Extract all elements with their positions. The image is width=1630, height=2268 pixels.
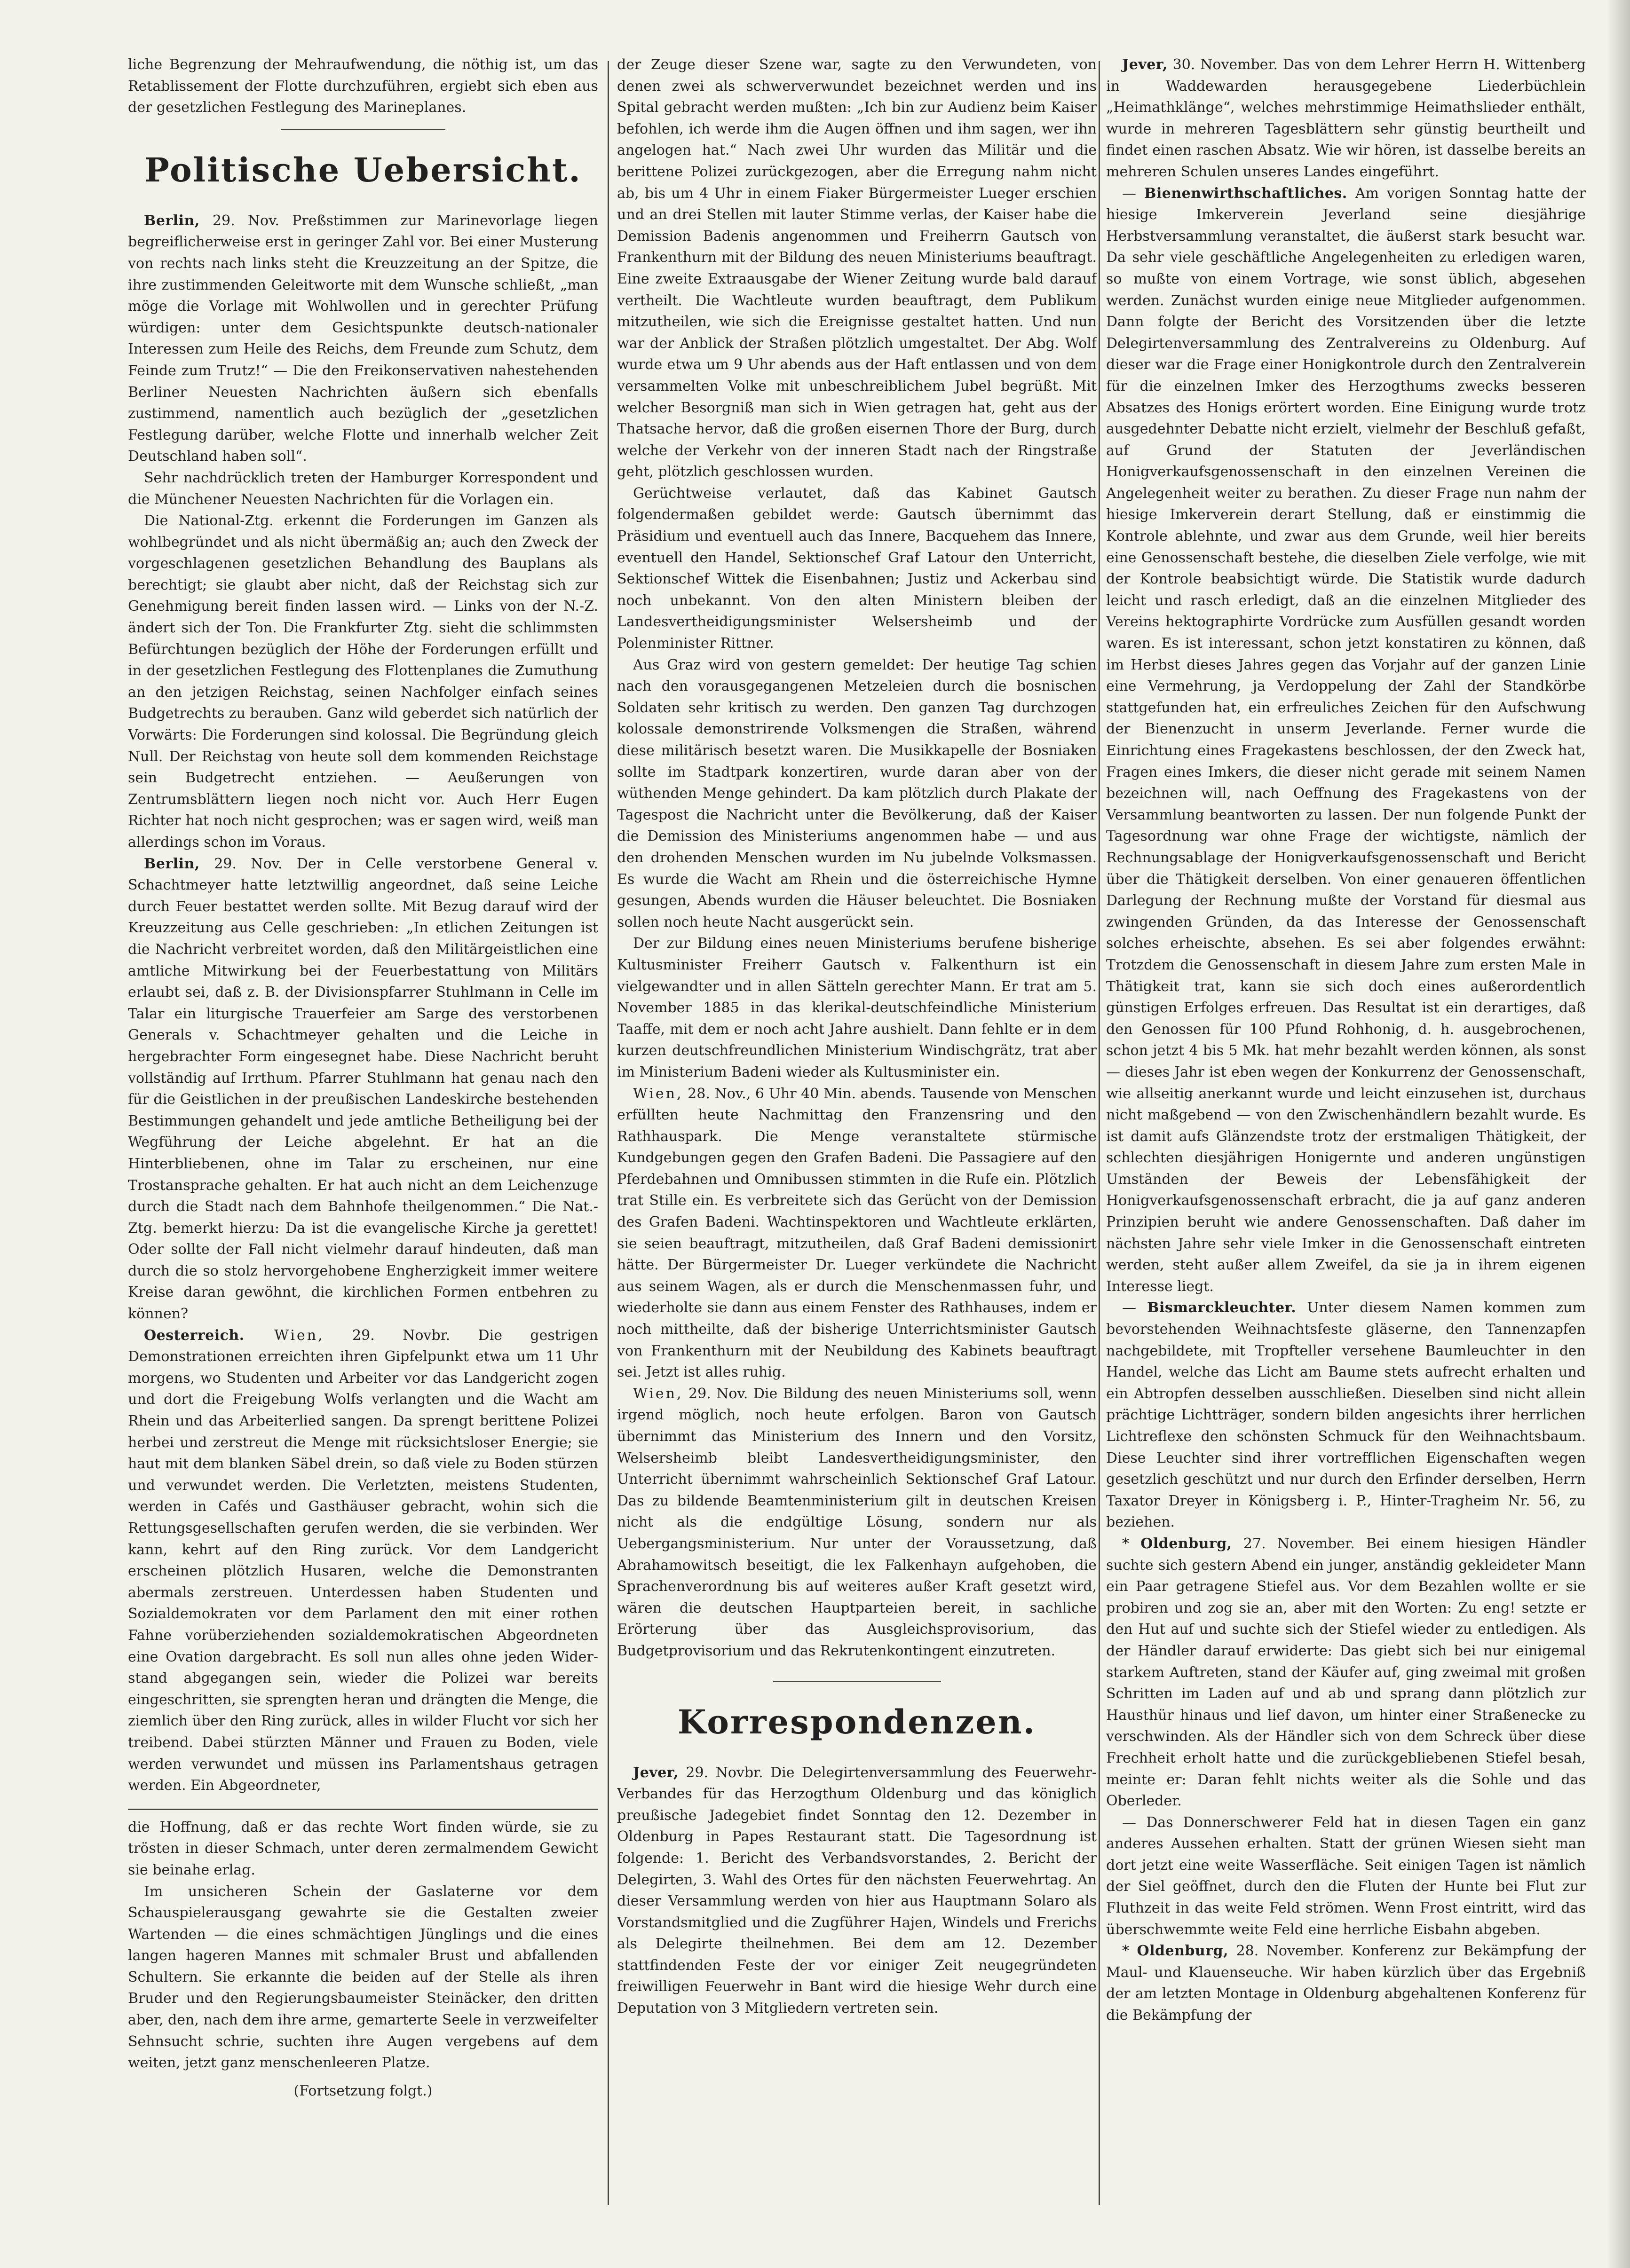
article-oesterreich — [128, 1325, 598, 1796]
article-oldenburg-27: * Oldenburg, 27. November. Bei einem hiesigen Händler suchte sich gestern Abend ein junger, anständig gekleideter Mann ein Paar getragene Stiefel aus. Vor dem Bezahlen wollte er sie probiren und zog sie an, aber mit den Worten: Zu eng! setzte er den Hut auf und suchte sich der Stiefel wieder zu entledigen. Als der Händler darauf erwiderte: Das giebt sich bei nur einigemal starkem Auftreten, stand der Käufer auf, ging zweimal mit großen Schritten im Laden auf und ab und sprang dann plötzlich zur Hausthür hinaus und lief davon, um hinter einer Straßenecke zu verschwinden. Als der Händler sich von dem Schreck über diese Frechheit erholt hatte und die zurückgebliebenen Stiefel besah, meinte er: Daran fehlt nichts weiter als die Sohle und das Oberleder. — [1106, 1535, 1586, 1810]
column-2 — [617, 54, 1097, 2198]
article-paragraph: Die National-Ztg. erkennt die Forderungen im Ganzen als wohlbegründet und als nicht übermäßig an; auch den Zweck der vorgeschlagenen gesetzlichen Behandlung des Bauplans als berechtigt; sie glaubt aber nicht, daß der Reichstag sich zur Genehmigung bereit finden lassen wird. — Links von der N.-Z. ändert sich der Ton. Die Frankfurter Ztg. sieht die schlimmsten Befürchtungen bezüglich der Höhe der Forderungen erfüllt und in der gesetzlichen Festlegung des Flottenplanes die Zumuthung an den jetzigen Reichstag, seinen Nachfolger einfach seines Budgetrechts zu berauben. Ganz wild geberdet sich natürlich der Vorwärts: Die Forderungen sind kolossal. Die Begründung gleich Null. Der Reichstag von heute soll dem kommenden Reichstage sein Budgetrecht entziehen. — Aeußerungen von Zentrumsblättern liegen noch nicht vor. Auch Herr Eugen Richter hat noch nicht gesprochen; was er sagen wird, weiß man allerdings schon im Voraus. — [128, 512, 598, 850]
article-title: Bienenwirthschaftliches. — [1144, 185, 1347, 202]
column-rule-right — [1099, 61, 1100, 2205]
column-1 — [128, 54, 598, 2198]
article-text: 29. Novbr. Die gestrigen Demonstrationen erreichten ihren Gipfelpunkt etwa um 11 Uhr morgens, wo Studenten und Arbeiter vor das Landgericht zogen und dort die Freigebung Wolfs verlangten und die Wacht am Rhein und das Arbeiterlied sangen. Da sprengt berittene Polizei herbei und zerstreut die Menge mit rücksichtsloser Energie; sie haut mit dem blanken Säbel drein, so daß viele zu Boden stürzen und verwundet werden. Die Verletzten, meistens Studenten, werden in Cafés und Gasthäuser gebracht, wohin sich die Rettungsgesellschaften gerufen werden, die sie verbinden. Wer kann, kehrt auf den Ring zurück. Vor dem Landgericht erscheinen plötzlich Husaren, welche die Demonstranten abermals zerstreuen. Unterdessen haben Studenten und Sozialdemokraten vor dem Parlament den mit einer rothen Fahne vorüberziehenden sozialdemokratischen Abgeordneten eine Ovation dargebracht. Es soll nun alles ohne jeden Widerstand abgegangen sein, wieder die Polizei war bereits eingeschritten, sie sprengten heran und drängten die Menge, die ziemlich über den Ring zurück, alles in wilder Flucht vor sich her treibend. Dabei stürzten Männer und Frauen zu Boden, viele werden verwundet und müssen ins Parlamentshaus getragen werden. Ein Abgeordneter, — [128, 1327, 598, 1794]
article-berlin-marinevorlage — [128, 210, 598, 467]
place-name: Wien, — [633, 1385, 683, 1402]
column-rule-left — [608, 61, 609, 2205]
article-wien-29 — [617, 1383, 1097, 1662]
dateline: Berlin, — [144, 855, 200, 872]
dateline: Jever, — [1122, 56, 1168, 73]
section-heading-korrespondenzen: Korrespondenzen. — [677, 1702, 1037, 1741]
article-jever-liederbuechlein — [1106, 54, 1586, 183]
dateline: Oldenburg, — [1137, 1943, 1228, 1960]
article-text: 29. Nov. Die Bildung des neuen Ministeriums soll, wenn irgend möglich, noch heute erfolgen. Baron von Gautsch übernimmt das Ministerium des Innern und den Vorsitz, Welsersheimb bleibt Landesvertheidigungsminister, den Unterricht übernimmt wahrscheinlich Sektionschef Graf Latour. Das zu bildende Beamtenministerium gilt in deutschen Kreisen nicht als die endgültige Lösung, sondern nur als Uebergangsministerium. Nur unter der Voraussetzung, daß Abrahamowitsch beseitigt, die lex Falkenhayn aufgehoben, die Sprachenverordnung bis auf weiteres außer Kraft gesetzt wird, wären die deutschen Hauptparteien bereit, in sachliche Erörterung über das Ausgleichsprovisorium, das Budgetprovisorium und das Rekrutenkontingent einzutreten. — [617, 1385, 1097, 1659]
column-3 — [1106, 54, 1586, 2207]
article-text: 27. November. Bei einem hiesigen Händler suchte sich gestern Abend ein junger, anständig gekleideter Mann ein Paar getragene Stiefel aus. Vor dem Bezahlen wollte er sie probiren und zog sie an, aber mit den Worten: Zu eng! setzte er den Hut auf und suchte sich der Stiefel wieder zu entledigen. Als der Händler darauf erwiderte: Das giebt sich bei nur einigemal starkem Auftreten, stand der Käufer auf, ging zweimal mit großen Schritten im Laden auf und ab und sprang dann plötzlich zur Hausthür hinaus und lief davon, um hinter einer Straßenecke zu verschwinden. Als der Händler sich von dem Schreck über diese Frechheit erholt hatte und die zurückgebliebenen Stiefel besah, meinte er: Daran fehlt nichts weiter als die Sohle und das Oberleder. — [1106, 1535, 1586, 1810]
page-edge-shadow — [1606, 0, 1630, 2268]
dateline: Jever, — [633, 1764, 679, 1781]
column-1-continuation: liche Begrenzung der Mehraufwendung, die nöthig ist, um das Retablissement der Flotte durchzuführen, ergiebt sich eben aus der gesetzlichen Festlegung des Marineplanes. — [128, 56, 598, 116]
article-bienenwirthschaft: — Bienenwirthschaftliches. Am vorigen Sonntag hatte der hiesige Imkerverein Jeverland seine diesjährige Herbstversammlung veranstaltet, die äußerst stark besucht war. Da sehr viele geschäftliche Angelegenheiten zu erledigen waren, so mußte von einem Vortrage, wie sonst üblich, abgesehen werden. Zunächst wurden einige neue Mitglieder aufgenommen. Dann folgte der Bericht des Vorsitzenden über die letzte Delegirtenversammlung des Zentralvereins zu Oldenburg. Auf dieser war die Frage einer Honigkontrole durch den Zentralverein für die einzelnen Imker des Herzogthums zwecks besseren Absatzes des Honigs erörtert worden. Eine Einigung wurde trotz ausgedehnter Debatte nicht erzielt, vielmehr der Beschluß gefaßt, auf Grund der Statuten der Jeverländischen Honigverkaufsgenossenschaft in den einzelnen Vereinen die Angelegenheit weiter zu berathen. Zu dieser Frage nun nahm der hiesige Imkerverein derart Stellung, daß er einstimmig die Kontrole ablehnte, und zwar aus dem Grunde, weil hier bereits eine Genossenschaft bestehe, die dieselben Ziele verfolge, wie mit der Kontrole beabsichtigt würde. Die Statistik wurde dadurch leicht und rasch erledigt, daß an die einzelnen Mitglieder des Vereins hektographirte Vordrücke zum Ausfüllen gesandt worden waren. Es ist interessant, schon jetzt konstatiren zu können, daß im Herbst dieses Jahres gegen das Vorjahr auf der ganzen Linie eine Vermehrung, ja Verdoppelung der Zahl der Standkörbe stattgefunden hat, ein erfreuliches Zeichen für den Aufschwung der Bienenzucht in unserm Jeverlande. Ferner wurde die Einrichtung eines Fragekastens beschlossen, der den Zweck hat, Fragen eines Imkers, die dieser nicht gerade mit seinem Namen bezeichnen will, nach Oeffnung des Fragekastens von der Versammlung beantworten zu lassen. Der nun folgende Punkt der Tagesordnung war ohne Frage der wichtigste, nämlich der Rechnungsablage der Honigverkaufsgenossenschaft und Bericht über die Thätigkeit derselben. Von einer genaueren öffentlichen Darlegung der Rechnung mußte der Vorstand für diesmal aus zwingenden Gründen, da das Interesse der Genossenschaft solches erheischte, absehen. Es sei aber folgendes erwähnt: Trotzdem die Genossenschaft in diesem Jahre zum ersten Male in Thätigkeit trat, kann sie sich doch eines außerordentlich günstigen Erfolges erfreuen. Das Resultat ist ein derartiges, daß den Genossen für 100 Pfund Rohhonig, d. h. ausgebrochenen, schon jetzt 4 bis 5 Mk. hat mehr bezahlt werden können, als sonst — dieses Jahr ist eben wegen der Konkurrenz der Genossenschaft, wie allseitig anerkannt wurde und leicht einzusehen ist, durchaus nicht maßgebend — von den Zwischenhändlern bezahlt wurde. Es ist damit aufs Glänzendste trotz der erstmaligen Thätigkeit, der schlechten diesjährigen Honigernte und anderen ungünstigen Umständen der Beweis der Lebensfähigkeit der Honigverkaufsgenossenschaft erbracht, die ja auf ganz anderen Prinzipien beruht wie andere Genossenschaften. Daß daher im nächsten Jahre sehr viele Imker in die Genossenschaft eintreten werden, steht außer allem Zweifel, da sie ja in ihrem eigenen Interesse liegt. — [1106, 185, 1586, 1295]
article-paragraph: Sehr nachdrücklich treten der Hamburger Korrespondent und die Münchener Neuesten Nachrichten für die Vorlagen ein. — [128, 469, 598, 508]
article-donnerschwerer-feld: — Das Donnerschwerer Feld hat in diesen Tagen ein ganz anderes Aussehen erhalten. Statt der grünen Wiesen sieht man dort jetzt eine weite Wasserfläche. Seit einigen Tagen ist nämlich der Siel geöffnet, durch den die Fluten der Hunte bei Flut zur Fluthzeit in das weite Feld strömen. Wenn Frost eintritt, wird das überschwemmte weite Feld eine herrliche Eisbahn abgeben. — [1106, 1814, 1586, 1938]
article-text: 30. November. Das von dem Lehrer Herrn H. Wittenberg in Waddewarden herausgegebene Liederbüchlein „Heimathklänge“, welches mehrstimmige Heimathslieder enthält, wurde in mehreren Tagesblättern sehr günstig beurtheilt und findet einen raschen Absatz. Wie wir hören, ist dasselbe bereits an mehreren Schulen unseres Landes eingeführt. — [1106, 56, 1586, 180]
article-bismarckleuchter: — Bismarckleuchter. Unter diesem Namen kommen zum bevorstehenden Weihnachtsfeste gläserne, den Tannenzapfen nachgebildete, mit Tropfteller versehene Baumleuchter in den Handel, welche das Licht am Baume stets aufrecht erhalten und ein Abtropfen desselben ausschließen. Dieselben sind nicht allein prächtige Lichtträger, sondern bilden angesichts ihrer herrlichen Lichtreflexe den schönsten Schmuck für den Weihnachtsbaum. Diese Leuchter sind ihrer vortrefflichen Eigenschaften wegen gesetzlich geschützt und nur durch den Erfinder derselben, Herrn Taxator Dreyer in Königsberg i. P., Hinter-Tragheim Nr. 56, zu beziehen. — [1106, 1299, 1586, 1531]
article-berlin-schachtmeyer — [128, 853, 598, 1325]
article-text: 28. Nov., 6 Uhr 40 Min. abends. Tausende von Menschen erfüllten heute Nachmittag den Franzensring und den Rathhauspark. Die Menge veranstaltete stürmische Kundgebungen gegen den Grafen Badeni. Die Passagiere auf den Pferdebahnen und Omnibussen stimmten in die Rufe ein. Plötzlich trat Stille ein. Es verbreitete sich das Gerücht von der Demission des Grafen Badeni. Wachtinspektoren und Wachtleute erklärten, sie seien beauftragt, mitzutheilen, daß Graf Badeni demissionirt hätte. Der Bürgermeister Dr. Lueger verkündete die Nachricht aus seinem Wagen, als er durch die Menschenmassen fuhr, und wiederholte sie dann aus einem Fenster des Rathhauses, indem er noch mittheilte, daß der bisherige Unterrichtsminister Gautsch von Frankenthurn mit der Neubildung des Kabinets beauftragt sei. Jetzt ist alles ruhig. — [617, 1085, 1097, 1381]
continuation-note: (Fortsetzung folgt.) — [293, 2082, 433, 2099]
section-heading-politische-uebersicht: Politische Uebersicht. — [144, 150, 582, 189]
feuilleton-divider — [128, 1809, 598, 1810]
article-text: 29. Nov. Der in Celle verstorbene General v. Schachtmeyer hatte letztwillig angeordnet, daß seine Leiche durch Feuer bestattet werden sollte. Mit Bezug darauf wird der Kreuzzeitung aus Celle geschrieben: „In etlichen Zeitungen ist die Nachricht verbreitet worden, daß den Militärgeistlichen eine amtliche Mitwirkung bei der Feuerbestattung von Militärs erlaubt sei, daß z. B. der Divisionspfarrer Stuhlmann in Celle im Talar ein liturgische Trauerfeier am Sarge des verstorbenen Generals v. Schachtmeyer gehalten und die Leiche in hergebrachter Form eingesegnet habe. Diese Nachricht beruht vollständig auf Irrthum. Pfarrer Stuhlmann hat genau nach den für die Geistlichen in der preußischen Landeskirche bestehenden Bestimmungen gehandelt und jede amtliche Betheiligung bei der Wegführung der Leiche abgelehnt. Er hat an die Hinterbliebenen, ohne im Talar zu erscheinen, nur eine Trostansprache gehalten. Er hat auch nicht an dem Leichenzuge durch die Stadt nach dem Bahnhofe theilgenommen.“ Die Nat.-Ztg. bemerkt hierzu: Da ist die evangelische Kirche ja gerettet! Oder sollte der Fall nicht vielmehr darauf hindeuten, daß man durch die so stolz hervorgehobene Engherzigkeit immer weitere Kreise daran gewöhnt, die kirchlichen Formen entbehren zu können? — [128, 855, 598, 1323]
feuilleton-paragraph: Im unsicheren Schein der Gaslaterne vor dem Schauspielerausgang gewahrte sie die Gestalten zweier Wartenden — die eines schmächtigen Jünglings und die eines langen hageren Mannes mit schmaler Brust und abfallenden Schultern. Sie erkannte die beiden auf der Stelle als ihren Bruder und den Regierungsbaumeister Steinäcker, den dritten aber, den, nach dem ihre arme, gemarterte Seele in verzweifelter Sehnsucht schrie, suchten ihre Augen vergebens auf dem weiten, jetzt ganz menschenleeren Platze. — [128, 1883, 598, 2071]
place-name: Wien, — [633, 1085, 683, 1102]
dateline: Oldenburg, — [1140, 1535, 1232, 1552]
article-text: 29. Nov. Preßstimmen zur Marinevorlage liegen begreiflicherweise erst in geringer Zahl vor. Bei einer Musterung von rechts nach links steht die Kreuzzeitung an der Spitze, die ihre zustimmenden Geleitworte mit dem Wunsche schließt, „man möge die Vorlage mit Wohlwollen und in gerechter Prüfung würdigen: unter dem Gesichtspunkte deutsch-nationaler Interessen zum Heile des Reichs, dem Freunde zum Schutz, dem Feinde zum Trutz!“ — Die den Freikonservativen nahestehenden Berliner Neuesten Nachrichten äußern sich ebenfalls zustimmend, namentlich auch bezüglich der „gesetzlichen Festlegung darüber, welche Flotte und innerhalb welcher Zeit Deutschland haben soll“. — [128, 212, 598, 465]
article-text: Am vorigen Sonntag hatte der hiesige Imkerverein Jeverland seine diesjährige Herbstversammlung veranstaltet, die äußerst stark besucht war. Da sehr viele geschäftliche Angelegenheiten zu erledigen waren, so mußte von einem Vortrage, wie sonst üblich, abgesehen werden. Zunächst wurden einige neue Mitglieder aufgenommen. Dann folgte der Bericht des Vorsitzenden über die letzte Delegirtenversammlung des Zentralvereins zu Oldenburg. Auf dieser war die Frage einer Honigkontrole durch den Zentralverein für die einzelnen Imker des Herzogthums zwecks besseren Absatzes des Honigs erörtert worden. Eine Einigung wurde trotz ausgedehnter Debatte nicht erzielt, vielmehr der Beschluß gefaßt, auf Grund der Statuten der Jeverländischen Honigverkaufsgenossenschaft in den einzelnen Vereinen die Angelegenheit weiter zu berathen. Zu dieser Frage nun nahm der hiesige Imkerverein derart Stellung, daß er einstimmig die Kontrole ablehnte, und zwar aus dem Grunde, weil hier bereits eine Genossenschaft bestehe, die dieselben Ziele verfolge, wie mit der Kontrole beabsichtigt würde. Die Statistik wurde dadurch leicht und rasch erledigt, daß an die einzelnen Mitglieder des Vereins hektographirte Vordrücke zum Ausfüllen gesandt worden waren. Es ist interessant, schon jetzt konstatiren zu können, daß im Herbst dieses Jahres gegen das Vorjahr auf der ganzen Linie eine Vermehrung, ja Verdoppelung der Zahl der Standkörbe stattgefunden hat, ein erfreuliches Zeichen für den Aufschwung der Bienenzucht in unserm Jeverlande. Ferner wurde die Einrichtung eines Fragekastens beschlossen, der den Zweck hat, Fragen eines Imkers, die dieser nicht gerade mit seinem Namen bezeichnen will, nach Oeffnung des Fragekastens von der Versammlung beantworten zu lassen. Der nun folgende Punkt der Tagesordnung war ohne Frage der wichtigste, nämlich der Rechnungsablage der Honigverkaufsgenossenschaft und Bericht über die Thätigkeit derselben. Von einer genaueren öffentlichen Darlegung der Rechnung mußte der Vorstand für diesmal aus zwingenden Gründen, da das Interesse der Genossenschaft solches erheischte, absehen. Es sei aber folgendes erwähnt: Trotzdem die Genossenschaft in diesem Jahre zum ersten Male in Thätigkeit trat, kann sie sich doch eines außerordentlich günstigen Erfolges erfreuen. Das Resultat ist ein derartiges, daß den Genossen für 100 Pfund Rohhonig, d. h. ausgebrochenen, schon jetzt 4 bis 5 Mk. hat mehr bezahlt werden können, als sonst — dieses Jahr ist eben wegen der Konkurrenz der Genossenschaft, wie allseitig anerkannt wurde und leicht einzusehen ist, durchaus nicht maßgebend — von den Zwischenhändlern bezahlt wurde. Es ist damit aufs Glänzendste trotz der erstmaligen Thätigkeit, der schlechten diesjährigen Honigernte und anderen ungünstigen Umständen der Beweis der Lebensfähigkeit der Honigverkaufsgenossenschaft erbracht, die ja auf ganz anderen Prinzipien beruht wie andere Genossenschaften. Daß daher im nächsten Jahre sehr viele Imker in die Genossenschaft eintreten werden, steht außer allem Zweifel, da sie ja in ihrem eigenen Interesse liegt. — [1106, 185, 1586, 1295]
article-oldenburg-28: * Oldenburg, 28. November. Konferenz zur Bekämpfung der Maul- und Klauenseuche. Wir haben kürzlich über das Ergebniß der am letzten Montage in Oldenburg abgehaltenen Konferenz für die Bekämpfung der — [1106, 1943, 1586, 2024]
dateline: Berlin, — [144, 212, 200, 229]
article-text: Unter diesem Namen kommen zum bevorstehenden Weihnachtsfeste gläserne, den Tannenzapfen nachgebildete, mit Tropfteller versehene Baumleuchter in den Handel, welche das Licht am Baume stets aufrecht erhalten und ein Abtropfen desselben ausschließen. Dieselben sind nicht allein prächtige Lichtträger, sondern bilden angesichts ihrer herrlichen Lichtreflexe den schönsten Schmuck für den Weihnachtsbaum. Diese Leuchter sind ihrer vortrefflichen Eigenschaften wegen gesetzlich geschützt und nur durch den Erfinder derselben, Herrn Taxator Dreyer in Königsberg i. P., Hinter-Tragheim Nr. 56, zu beziehen. — [1106, 1299, 1586, 1531]
article-jever-feuerwehr — [617, 1762, 1097, 2019]
article-text: 29. Novbr. Die Delegirtenversammlung des Feuerwehr-Verbandes für das Herzogthum Oldenburg und das königlich preußische Jadegebiet findet Sonntag den 12. Dezember in Oldenburg in Papes Restaurant statt. Die Tagesordnung ist folgende: 1. Bericht des Verbandsvorstandes, 2. Bericht der Delegirten, 3. Wahl des Ortes für den nächsten Feuerwehrtag. An dieser Versammlung werden von hier aus Hauptmann Solaro als Vorstandsmitglied und die Zugführer Hajen, Windels und Frerichs als Delegirte theilnehmen. Bei dem am 12. Dezember stattfindenden Feste der vor einiger Zeit neugegründeten freiwilligen Feuerwehr in Bant wird die hiesige Wehr durch eine Deputation von 3 Mitgliedern vertreten sein. — [617, 1764, 1097, 2017]
article-paragraph: Aus Graz wird von gestern gemeldet: Der heutige Tag schien nach den vorausgegangenen Metzeleien durch die bosnischen Soldaten sehr kritisch zu werden. Den ganzen Tag durchzogen kolossale demonstrirende Volksmengen die Straßen, während diese militärisch besetzt waren. Die Musikkapelle der Bosniaken sollte im Stadtpark konzertiren, wurde daran aber von der wüthenden Menge gehindert. Da kam plötzlich durch Plakate der Tagespost die Nachricht unter die Bevölkerung, daß der Kaiser die Demission des Ministeriums angenommen habe — und aus den drohenden Menschen wurden im Nu jubelnde Volksmassen. Es wurde die Wacht am Rhein und die österreichische Hymne gesungen, Abends wurden die Häuser beleuchtet. Die Bosniaken sollen noch heute Nacht ausgerückt sein. — [617, 656, 1097, 930]
article-wien-28 — [617, 1083, 1097, 1383]
article-paragraph: der Zeuge dieser Szene war, sagte zu den Verwundeten, von denen zwei als schwerverwundet bezeichnet werden und ins Spital gebracht werden mußten: „Ich bin zur Audienz beim Kaiser befohlen, ich werde ihm die Augen öffnen und ihm sagen, wer ihn angelogen hat.“ Nach zwei Uhr wurden das Militär und die berittene Polizei zurückgezogen, aber die Erregung nahm nicht ab, bis um 4 Uhr in einem Fiaker Bürgermeister Lueger erschien und an drei Stellen mit lauter Stimme verlas, der Kaiser habe die Demission Badenis angenommen und Freiherrn Gautsch von Frankenthurn mit der Bildung des neuen Ministeriums beauftragt. Eine zweite Extraausgabe der Wiener Zeitung wurde bald darauf vertheilt. Die Wachtleute wurden beauftragt, dem Publikum mitzutheilen, wie sich die Ereignisse gestaltet hatten. Und nun war der Anblick der Straßen plötzlich umgestaltet. Der Abg. Wolf wurde etwa um 9 Uhr abends aus der Haft entlassen und von dem versammelten Volke mit unbeschreiblichem Jubel begrüßt. Mit welcher Besorgniß man sich in Wien getragen hat, geht aus der Thatsache hervor, daß die großen eisernen Thore der Burg, durch welche der Verkehr von der inneren Stadt nach der Ringstraße geht, plötzlich geschlossen wurden. — [617, 56, 1097, 480]
feuilleton-paragraph: die Hoffnung, daß er das rechte Wort finden würde, sie zu trösten in dieser Schmach, unter deren zermalmendem Gewicht sie beinahe erlag. — [128, 1819, 598, 1878]
article-text: 28. November. Konferenz zur Bekämpfung der Maul- und Klauenseuche. Wir haben kürzlich über das Ergebniß der am letzten Montage in Oldenburg abgehaltenen Konferenz für die Bekämpfung der — [1106, 1943, 1586, 2024]
place-name: Wien, — [244, 1327, 324, 1344]
article-paragraph: Gerüchtweise verlautet, daß das Kabinet Gautsch folgendermaßen gebildet werde: Gautsch übernimmt das Präsidium und eventuell auch das Innere, Bacquehem das Innere, eventuell den Handel, Sektionschef Graf Latour den Unterricht, Sektionschef Wittek die Eisenbahnen; Justiz und Ackerbau sind noch unbekannt. Von den alten Ministern bleiben der Landesvertheidigungsminister Welsersheimb und der Polenminister Rittner. — [617, 485, 1097, 652]
dateline: Oesterreich. — [144, 1327, 245, 1344]
article-title: Bismarckleuchter. — [1147, 1299, 1297, 1316]
article-paragraph: Der zur Bildung eines neuen Ministeriums berufene bisherige Kultusminister Freiherr Gautsch v. Falkenthurn ist ein vielgewandter und in allen Sätteln gerechter Mann. Er trat am 5. November 1885 in das klerikal-deutschfeindliche Ministerium Taaffe, mit dem er noch acht Jahre aushielt. Dann fehlte er in dem kurzen deutschfreundlichen Ministerium Windischgrätz, trat aber im Ministerium Badeni wieder als Kultusminister ein. — [617, 935, 1097, 1080]
section-divider — [773, 1681, 941, 1682]
section-divider — [281, 129, 445, 130]
